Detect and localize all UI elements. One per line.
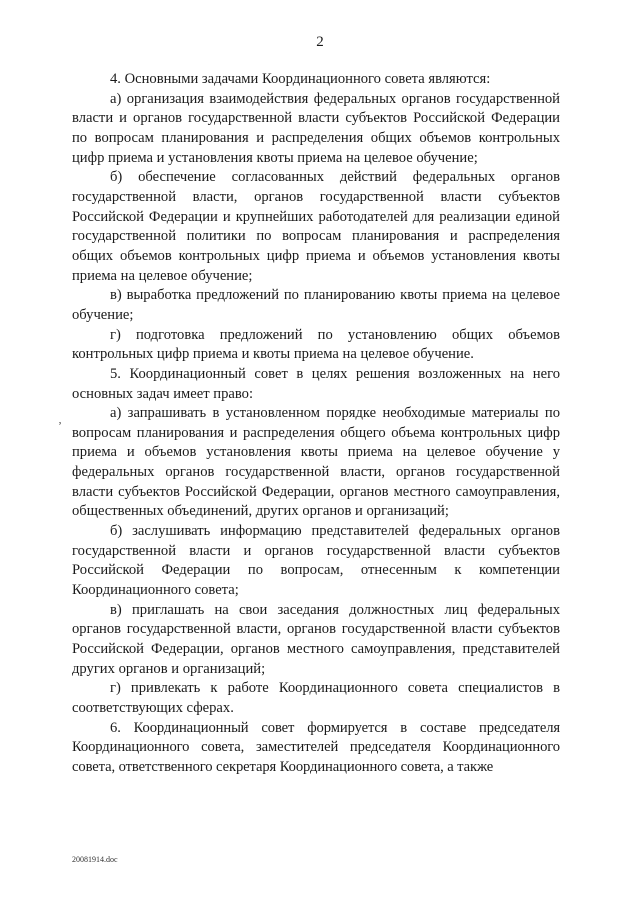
paragraph-5v: в) приглашать на свои заседания должностных лиц федеральных органов государственной власти, органов государственной власти субъектов Российской Федерации, органов местного самоуправления, представителей других органов и организаций; bbox=[72, 601, 560, 677]
paragraph-5b: б) заслушивать информацию представителей федеральных органов государственной власти и органов государственной власти субъектов Российской Федерации по вопросам, отнесенным к компетенции Координационного совета; bbox=[72, 523, 560, 599]
paragraph-5: 5. Координационный совет в целях решения возложенных на него основных задач имеет право: bbox=[72, 365, 560, 402]
paragraph-4: 4. Основными задачами Координационного совета являются: bbox=[110, 71, 491, 87]
paragraph-6: 6. Координационный совет формируется в составе председателя Координационного совета, заместителей председателя Координационного совета, ответственного секретаря Координационного совета, а также bbox=[72, 719, 560, 775]
paragraph-4v: в) выработка предложений по планированию квоты приема на целевое обучение; bbox=[72, 287, 560, 323]
page-number: 2 bbox=[316, 34, 324, 50]
paragraph-4b: б) обеспечение согласованных действий федеральных органов государственной власти, органов государственной власти субъектов Российской Федерации и крупнейших работодателей для реализации единой государственной политики по вопросам планирования и распределения общих объемов контрольных цифр приема и объемов установления квоты приема на целевое обучение; bbox=[72, 169, 560, 284]
paragraph-4g: г) подготовка предложений по установлению общих объемов контрольных цифр приема и квоты приема на целевое обучение. bbox=[72, 326, 560, 363]
paragraph-4a: а) организация взаимодействия федеральных органов государственной власти и органов государственной власти субъектов Российской Федерации по вопросам планирования и распределения общих объемов контрольных цифр приема и установления квоты приема на целевое обучение; bbox=[72, 90, 560, 166]
document-body bbox=[72, 70, 560, 778]
paragraph-5a: а) запрашивать в установленном порядке необходимые материалы по вопросам планирования и распределения общего объема контрольных цифр приема и объемов установления квоты приема на целевое обучение у федеральных органов государственной власти, органов государственной власти субъектов Российской Федерации, органов местного самоуправления, общественных объединений, других органов и организаций; bbox=[72, 405, 560, 520]
paragraph-5g: г) привлекать к работе Координационного совета специалистов в соответствующих сферах. bbox=[72, 680, 560, 716]
file-name-footer: 20081914.doc bbox=[72, 855, 118, 864]
margin-mark: ‚ bbox=[58, 412, 62, 426]
